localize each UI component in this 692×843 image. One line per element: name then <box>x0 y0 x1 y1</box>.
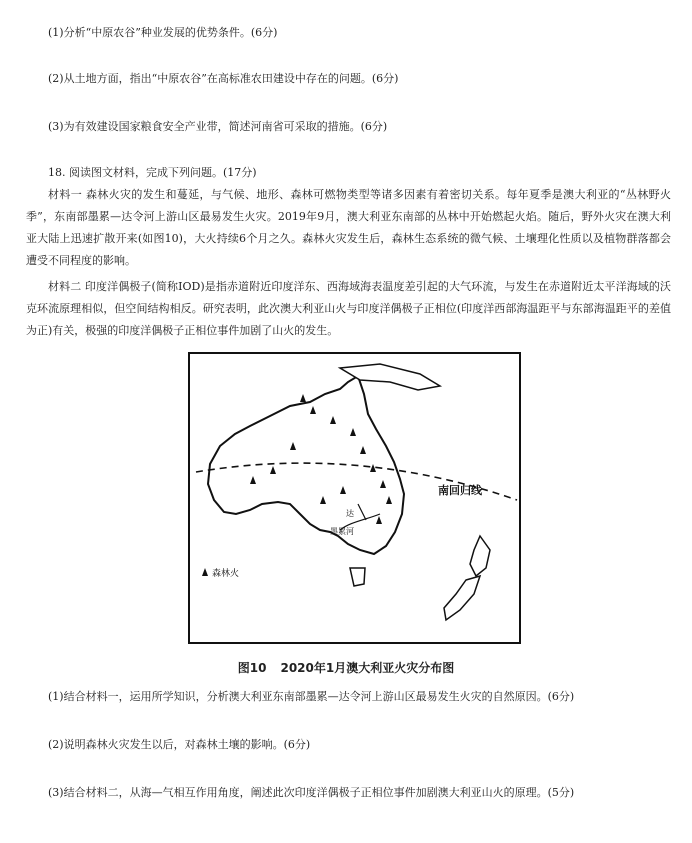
material-1: 材料一 森林火灾的发生和蔓延，与气候、地形、森林可燃物类型等诸多因素有着密切关系。每年夏季是澳大利亚的“丛林野火季”，东南部墨累—达令河上游山区最易发生火灾。2019年9月，澳大利亚东南部的丛林中开始燃起火焰。随后，野外火灾在澳大利亚大陆上迅速扩散开来(如图10)，大火持续6个月之久。森林火灾发生后，森林生态系统的微气候、土壤理化性质以及植物群落都会遭受不同程度的影响。 <box>26 188 671 267</box>
fire-marker <box>300 394 306 402</box>
legend-label: 森林火 <box>212 569 240 579</box>
bottom-question-3: (3)结合材料二，从海—气相互作用角度，阐述此次印度洋偶极子正相位事件加剧澳大利亚山火的原理。(5分) <box>48 786 575 799</box>
figure-title: 2020年1月澳大利亚火灾分布图 <box>280 661 455 675</box>
question-2: (2)从土地方面，指出“中原农谷”在高标准农田建设中存在的问题。(6分) <box>48 72 399 85</box>
murray-label: 墨累河 <box>330 527 354 536</box>
bottom-question-2: (2)说明森林火灾发生以后，对森林土壤的影响。(6分) <box>48 738 311 751</box>
question-3: (3)为有效建设国家粮食安全产业带，简述河南省可采取的措施。(6分) <box>48 120 388 133</box>
material-2: 材料二 印度洋偶极子(简称IOD)是指赤道附近印度洋东、西海域海表温度差引起的大气环流，与发生在赤道附近太平洋海域的沃克环流原理相似，但空间结构相反。研究表明，此次澳大利亚山火与印度洋偶极子正相位(印度洋西部海温距平与东部海温距平的差值为正)有关，极强的印度洋偶极子正相位事件加剧了山火的发生。 <box>26 280 671 337</box>
map-drawing <box>190 354 519 642</box>
q18-heading: 18. 阅读图文材料，完成下列问题。(17分) <box>48 166 257 179</box>
legend-fire-marker <box>202 568 208 576</box>
figure-caption <box>0 659 692 676</box>
tasmania <box>350 568 365 586</box>
new-zealand-north <box>470 536 490 576</box>
australia-outline <box>208 376 404 554</box>
tropic-label: 南回归线 <box>438 484 482 497</box>
question-1: (1)分析“中原农谷”种业发展的优势条件。(6分) <box>48 26 278 39</box>
figure-number: 图10 <box>237 661 267 675</box>
new-zealand-south <box>444 576 480 620</box>
bottom-question-1: (1)结合材料一，运用所学知识，分析澳大利亚东南部墨累—达令河上游山区最易发生火灾的自然原因。(6分) <box>48 690 575 703</box>
australia-fire-map <box>188 352 521 644</box>
darling-label: 达 <box>346 509 354 518</box>
